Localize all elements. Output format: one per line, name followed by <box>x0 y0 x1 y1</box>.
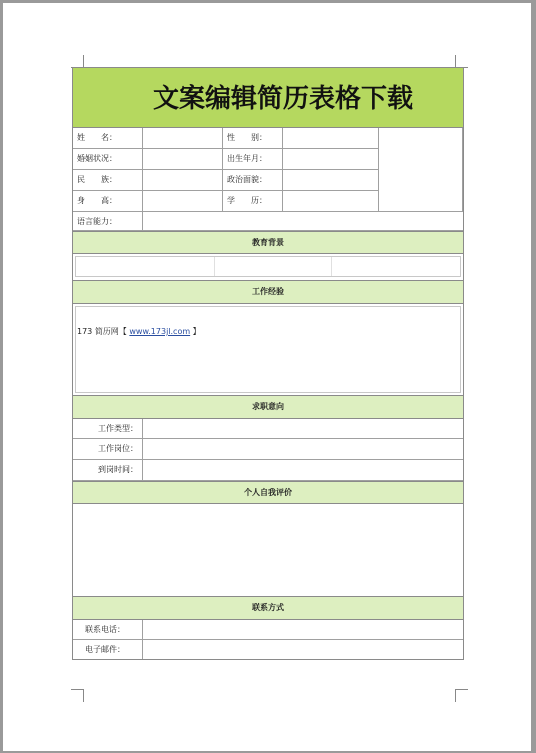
birth-value[interactable] <box>283 149 379 170</box>
section-work: 工作经验 <box>73 280 463 304</box>
self-evaluation-area[interactable] <box>73 504 463 596</box>
work-text-suffix: 】 <box>190 327 201 336</box>
phone-label: 联系电话： <box>73 620 143 640</box>
ethnicity-label: 民 族： <box>73 170 143 191</box>
job-type-label: 工作类型： <box>73 419 143 439</box>
gender-value[interactable] <box>283 128 379 149</box>
language-label: 语言能力： <box>73 212 143 231</box>
email-label: 电子邮件： <box>73 640 143 659</box>
resume-title: 文案编辑简历表格下载 <box>73 68 463 128</box>
education-col-divider <box>214 257 215 276</box>
arrival-time-value[interactable] <box>143 460 463 481</box>
website-link[interactable]: www.173jl.com <box>129 327 191 336</box>
education-box[interactable] <box>75 256 461 277</box>
political-label: 政治面貌： <box>223 170 283 191</box>
crop-mark-bottom-right <box>455 689 468 702</box>
work-text <box>77 326 201 337</box>
section-education: 教育背景 <box>73 231 463 254</box>
marital-value[interactable] <box>143 149 223 170</box>
work-text-prefix: 173 简历网【 <box>77 327 130 336</box>
ethnicity-value[interactable] <box>143 170 223 191</box>
crop-mark-bottom-left <box>71 689 84 702</box>
education-col-divider <box>331 257 332 276</box>
gender-label: 性 别： <box>223 128 283 149</box>
job-position-value[interactable] <box>143 439 463 460</box>
resume-table <box>72 67 464 660</box>
phone-value[interactable] <box>143 620 463 640</box>
section-contact: 联系方式 <box>73 596 463 620</box>
political-value[interactable] <box>283 170 379 191</box>
section-self-evaluation: 个人自我评价 <box>73 481 463 504</box>
name-value[interactable] <box>143 128 223 149</box>
height-value[interactable] <box>143 191 223 212</box>
height-label: 身 高： <box>73 191 143 212</box>
job-type-value[interactable] <box>143 419 463 439</box>
work-box[interactable] <box>75 306 461 393</box>
name-label: 姓 名： <box>73 128 143 149</box>
education-level-value[interactable] <box>283 191 379 212</box>
section-intention: 求职意向 <box>73 395 463 419</box>
arrival-time-label: 到岗时间： <box>73 460 143 481</box>
photo-cell[interactable] <box>379 128 463 212</box>
job-position-label: 工作岗位： <box>73 439 143 460</box>
language-value[interactable] <box>143 212 463 231</box>
birth-label: 出生年月： <box>223 149 283 170</box>
marital-label: 婚姻状况： <box>73 149 143 170</box>
email-value[interactable] <box>143 640 463 659</box>
education-level-label: 学 历： <box>223 191 283 212</box>
